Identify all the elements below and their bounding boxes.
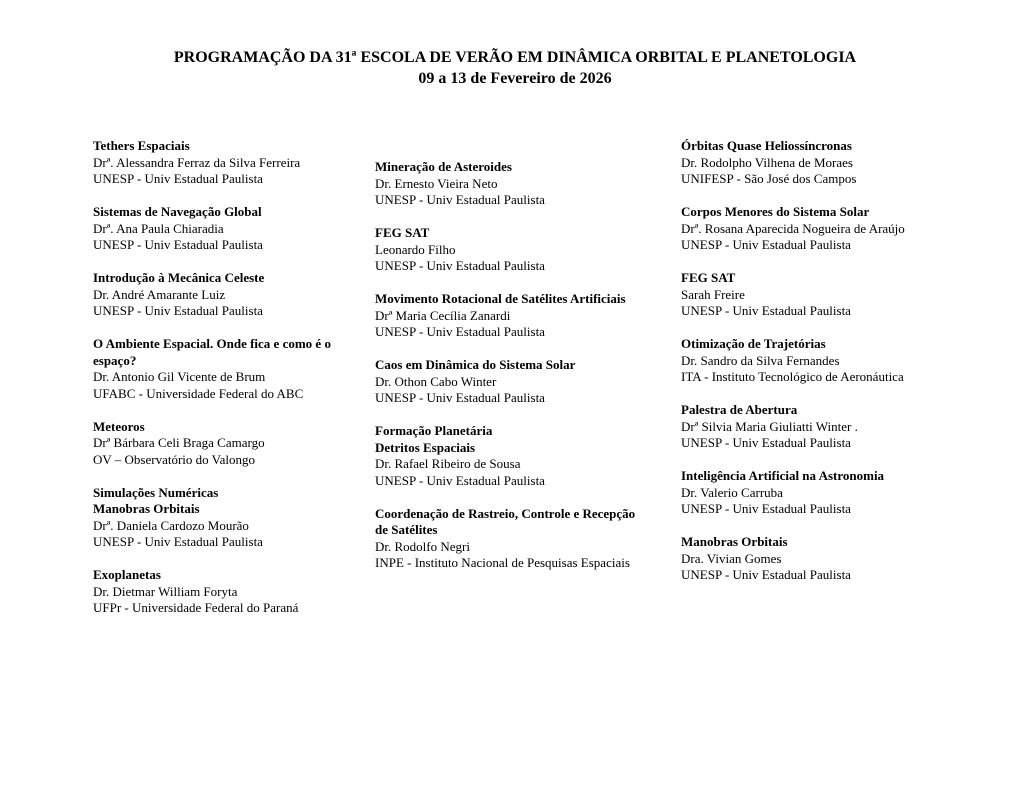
lecture-speaker: Dr. Dietmar William Foryta (93, 583, 238, 599)
lecture-entry (375, 357, 670, 407)
lecture-institution: OV – Observatório do Valongo (93, 451, 256, 467)
schedule-column-right (681, 138, 971, 600)
lecture-speaker: Leonardo Filho (375, 241, 456, 257)
lecture-entry (375, 291, 670, 341)
lecture-title: Introdução à Mecânica Celeste (93, 270, 265, 285)
lecture-title: Tethers Espaciais (93, 138, 190, 153)
lecture-title: Exoplanetas (93, 567, 161, 582)
lecture-title: Formação Planetária (375, 423, 493, 438)
lecture-institution: ITA - Instituto Tecnológico de Aeronáutica (681, 369, 904, 384)
lecture-entry (93, 567, 383, 617)
lecture-entry (681, 534, 971, 584)
lecture-speaker: Dra. Vivian Gomes (681, 550, 782, 566)
lecture-speaker: Dr. Rodolpho Vilhena de Moraes (681, 154, 853, 170)
lecture-speaker: Dr. André Amarante Luiz (93, 286, 226, 302)
lecture-speaker: Drª Maria Cecília Zanardi (375, 307, 511, 323)
lecture-institution: UNESP - Univ Estadual Paulista (93, 534, 263, 549)
lecture-entry (681, 402, 971, 452)
lecture-title: Detritos Espaciais (375, 439, 476, 455)
lecture-institution: UFPr - Universidade Federal do Paraná (93, 600, 299, 615)
lecture-entry (93, 204, 383, 254)
lecture-title: FEG SAT (375, 225, 430, 240)
lecture-institution: UNESP - Univ Estadual Paulista (375, 192, 545, 207)
lecture-title: Coordenação de Rastreio, Controle e Recepção (375, 505, 636, 521)
lecture-speaker: Dr. Rodolfo Negri (375, 538, 470, 554)
lecture-speaker: Drª. Daniela Cardozo Mourão (93, 517, 249, 533)
schedule-column-left (93, 138, 383, 633)
lecture-institution: UNESP - Univ Estadual Paulista (681, 237, 851, 252)
lecture-title: espaço? (93, 352, 137, 368)
lecture-institution: UNESP - Univ Estadual Paulista (375, 324, 545, 339)
lecture-speaker: Drª. Rosana Aparecida Nogueira de Araújo (681, 220, 905, 236)
lecture-entry (93, 419, 383, 469)
lecture-speaker: Dr. Sandro da Silva Fernandes (681, 352, 840, 368)
lecture-title: Meteoros (93, 418, 145, 434)
lecture-institution: UNESP - Univ Estadual Paulista (681, 303, 851, 318)
lecture-speaker: Drª Silvia Maria Giuliatti Winter . (681, 418, 858, 434)
lecture-entry (375, 423, 670, 489)
lecture-entry (681, 138, 971, 188)
document-title: PROGRAMAÇÃO DA 31ª ESCOLA DE VERÃO EM DINÂMICA ORBITAL E PLANETOLOGIA (173, 49, 857, 66)
lecture-institution: UNESP - Univ Estadual Paulista (375, 390, 545, 405)
lecture-institution: UNESP - Univ Estadual Paulista (93, 303, 263, 318)
lecture-entry (375, 159, 670, 209)
lecture-entry (93, 336, 383, 402)
lecture-institution: UNIFESP - São José dos Campos (681, 171, 857, 186)
schedule-column-middle (375, 159, 670, 588)
lecture-title: Manobras Orbitais (93, 501, 200, 516)
lecture-speaker: Drª Bárbara Celi Braga Camargo (93, 435, 265, 450)
lecture-speaker: Dr. Rafael Ribeiro de Sousa (375, 456, 521, 471)
lecture-institution: UNESP - Univ Estadual Paulista (375, 258, 545, 273)
lecture-title: de Satélites (375, 522, 438, 537)
lecture-title: Simulações Numéricas (93, 484, 219, 500)
lecture-institution: UNESP - Univ Estadual Paulista (93, 171, 263, 186)
lecture-institution: UFABC - Universidade Federal do ABC (93, 385, 304, 401)
lecture-entry (681, 270, 971, 320)
lecture-title: O Ambiente Espacial. Onde fica e como é o (93, 336, 331, 351)
lecture-title: Órbitas Quase Heliossíncronas (681, 138, 852, 153)
lecture-speaker: Drª. Ana Paula Chiaradia (93, 220, 224, 236)
document-header (0, 47, 1030, 89)
lecture-speaker: Drª. Alessandra Ferraz da Silva Ferreira (93, 154, 301, 170)
lecture-title: Movimento Rotacional de Satélites Artificiais (375, 291, 626, 306)
lecture-title: Corpos Menores do Sistema Solar (681, 204, 870, 219)
lecture-title: Otimização de Trajetórias (681, 336, 826, 351)
lecture-title: Manobras Orbitais (681, 534, 788, 549)
lecture-speaker: Dr. Valerio Carruba (681, 484, 783, 500)
lecture-entry (375, 506, 670, 572)
lecture-institution: UNESP - Univ Estadual Paulista (681, 435, 851, 450)
lecture-speaker: Dr. Antonio Gil Vicente de Brum (93, 369, 266, 384)
lecture-speaker: Dr. Othon Cabo Winter (375, 373, 497, 389)
lecture-institution: UNESP - Univ Estadual Paulista (681, 567, 851, 582)
lecture-entry (375, 225, 670, 275)
lecture-speaker: Dr. Ernesto Vieira Neto (375, 175, 498, 191)
lecture-entry (93, 270, 383, 320)
lecture-title: Sistemas de Navegação Global (93, 204, 262, 219)
lecture-entry (93, 485, 383, 551)
lecture-institution: UNESP - Univ Estadual Paulista (681, 501, 851, 516)
lecture-title: Mineração de Asteroides (375, 159, 512, 174)
lecture-title: Inteligência Artificial na Astronomia (681, 468, 885, 483)
document-dates: 09 a 13 de Fevereiro de 2026 (418, 70, 612, 87)
lecture-entry (681, 336, 971, 386)
lecture-entry (681, 468, 971, 518)
lecture-title: Caos em Dinâmica do Sistema Solar (375, 357, 576, 372)
lecture-institution: INPE - Instituto Nacional de Pesquisas Espaciais (375, 555, 630, 570)
lecture-entry (93, 138, 383, 188)
lecture-title: Palestra de Abertura (681, 402, 798, 417)
lecture-title: FEG SAT (681, 270, 736, 285)
lecture-entry (681, 204, 971, 254)
lecture-institution: UNESP - Univ Estadual Paulista (375, 472, 545, 488)
lecture-institution: UNESP - Univ Estadual Paulista (93, 237, 263, 252)
lecture-speaker: Sarah Freire (681, 286, 745, 302)
